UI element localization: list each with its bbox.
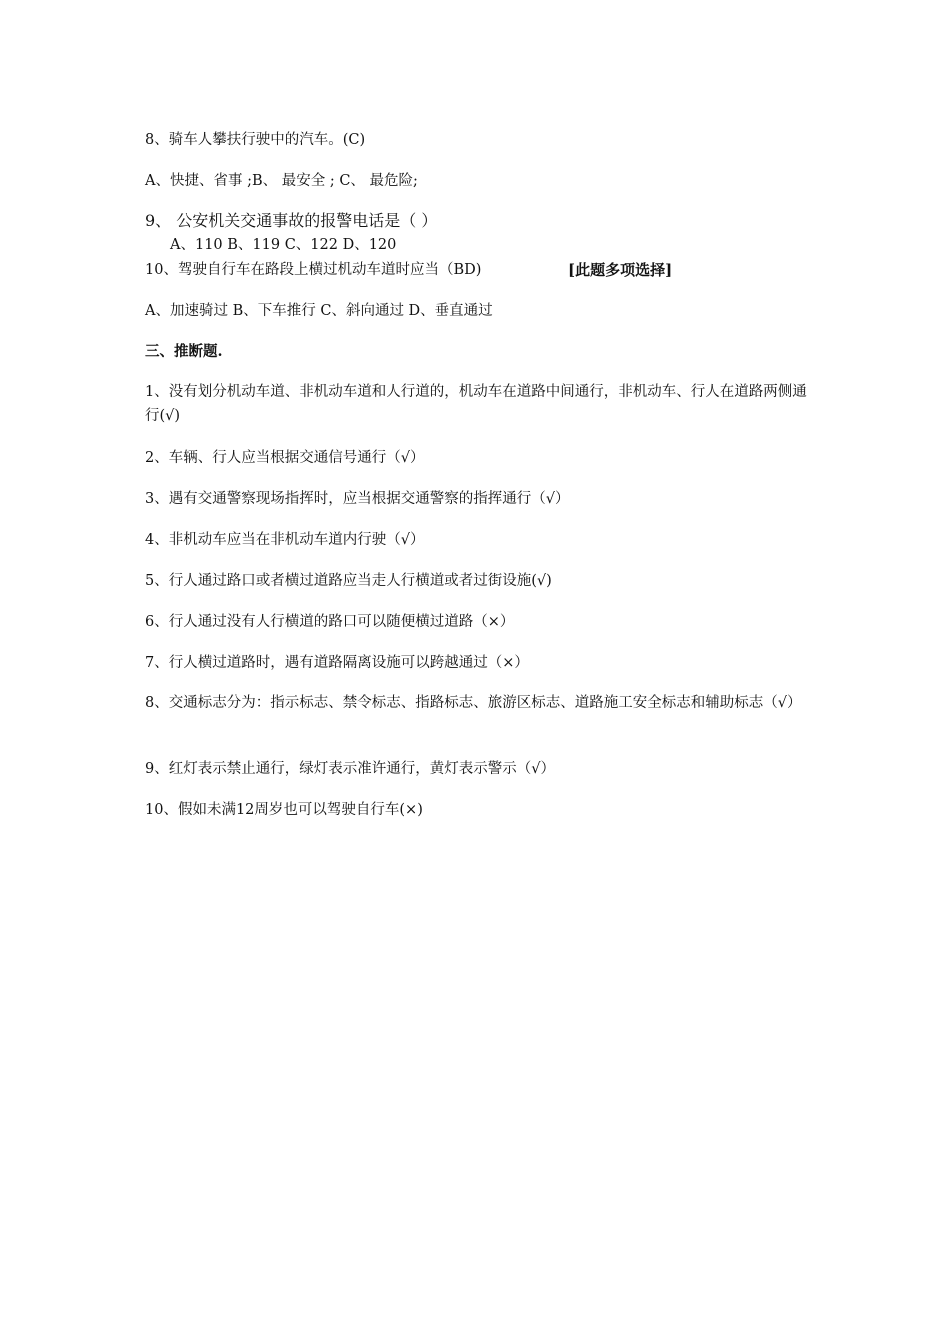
judgment-item-6: 6、行人通过没有人行横道的路口可以随便横过道路（×） — [145, 614, 515, 630]
judgment-item-3: 3、遇有交通警察现场指挥时，应当根据交通警察的指挥通行（√） — [145, 491, 570, 507]
question-9: 9、 公安机关交通事故的报警电话是（ ） — [145, 211, 438, 230]
judgment-item-2: 2、车辆、行人应当根据交通信号通行（√） — [145, 450, 425, 466]
multi-choice-tag: [此题多项选择] — [568, 261, 673, 279]
judgment-item-7: 7、行人横过道路时，遇有道路隔离设施可以跨越通过（×） — [145, 655, 529, 671]
question-9-options: A、110 B、119 C、122 D、120 — [170, 237, 397, 253]
section-heading: 三、推断题. — [145, 343, 223, 360]
question-10: 10、驾驶自行车在路段上横过机动车道时应当（BD) — [145, 262, 482, 278]
question-8-options: A、快捷、省事 ;B、 最安全 ; C、 最危险; — [145, 173, 418, 189]
judgment-item-5: 5、行人通过路口或者横过道路应当走人行横道或者过街设施(√) — [145, 573, 552, 589]
question-8: 8、骑车人攀扶行驶中的汽车。(C) — [145, 132, 366, 148]
question-10-options: A、加速骑过 B、下车推行 C、斜向通过 D、垂直通过 — [145, 303, 493, 319]
judgment-item-1: 1、没有划分机动车道、非机动车道和人行道的，机动车在道路中间通行，非机动车、行人在道路两侧通行(√) — [145, 384, 807, 424]
judgment-item-10: 10、假如未满12周岁也可以驾驶自行车(×) — [145, 802, 423, 818]
judgment-item-9: 9、红灯表示禁止通行，绿灯表示准许通行，黄灯表示警示（√） — [145, 761, 555, 777]
judgment-item-8: 8、交通标志分为：指示标志、禁令标志、指路标志、旅游区标志、道路施工安全标志和辅助标志（√） — [145, 695, 802, 711]
judgment-item-4: 4、非机动车应当在非机动车道内行驶（√） — [145, 532, 425, 548]
